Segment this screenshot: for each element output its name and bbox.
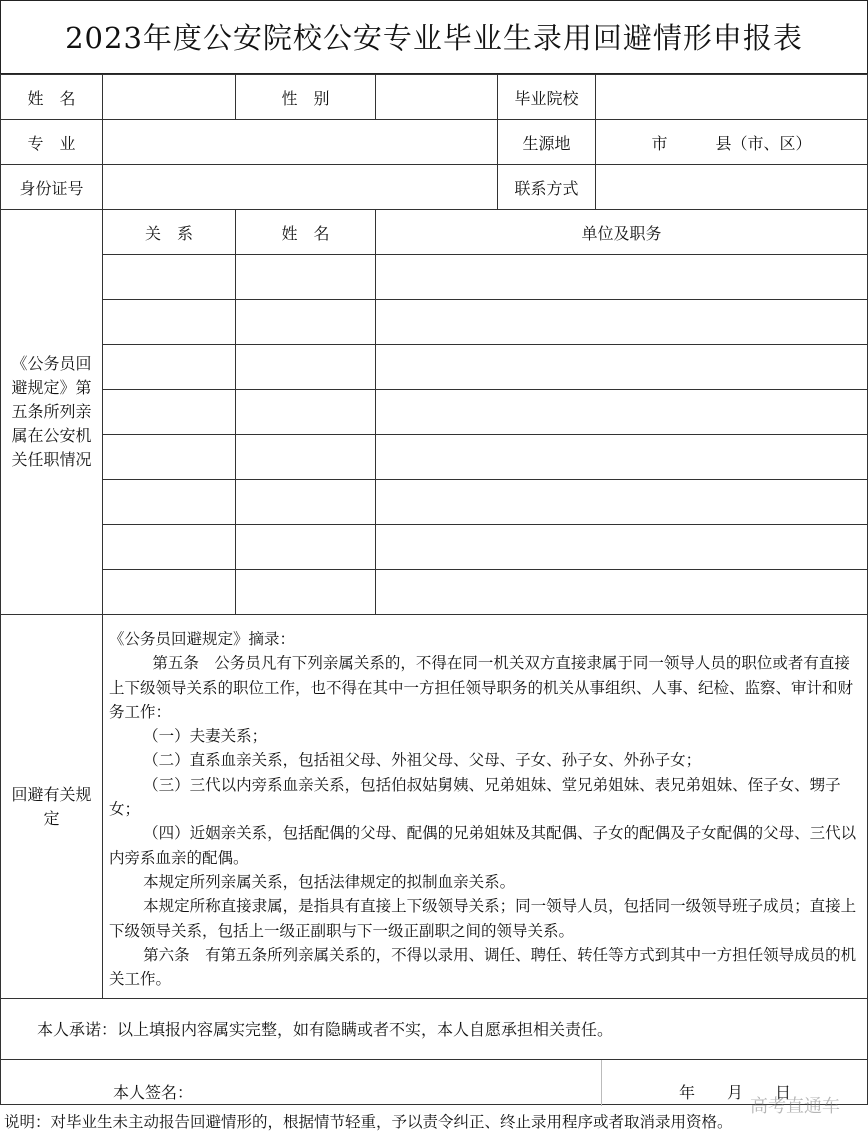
relatives-section-label: 《公务员回避规定》第五条所列亲属在公安机关任职情况: [0, 209, 103, 615]
relative-relation-field[interactable]: [102, 479, 236, 525]
relative-relation-field[interactable]: [102, 344, 236, 390]
rules-paragraph: 《公务员回避规定》摘录：: [109, 630, 296, 648]
watermark: 高考直通车: [750, 1096, 840, 1117]
gender-field[interactable]: [375, 74, 498, 120]
relative-name-field[interactable]: [235, 299, 376, 345]
relative-name-field[interactable]: [235, 254, 376, 300]
school-field[interactable]: [595, 74, 868, 120]
rules-paragraph: 第六条 有第五条所列亲属关系的，不得以录用、调任、聘任、转任等方式到其中一方担任领导成员的机关工作。: [109, 945, 857, 989]
rules-paragraph: 本规定所列亲属关系，包括法律规定的拟制血亲关系。: [143, 872, 516, 891]
relative-unit-field[interactable]: [375, 434, 868, 480]
origin-field[interactable]: [595, 119, 868, 165]
id-label: 身份证号: [0, 164, 103, 210]
relative-unit-field[interactable]: [375, 344, 868, 390]
relative-name-field[interactable]: [235, 569, 376, 615]
relative-name-field[interactable]: [235, 344, 376, 390]
relative-relation-field[interactable]: [102, 434, 236, 480]
relative-relation-field[interactable]: [102, 524, 236, 570]
relative-relation-field[interactable]: [102, 569, 236, 615]
relative-name-field[interactable]: [235, 434, 376, 480]
form-title: 2023年度公安院校公安专业毕业生录用回避情形申报表: [0, 0, 868, 74]
signature-field[interactable]: [135, 1077, 575, 1101]
relative-unit-field[interactable]: [375, 299, 868, 345]
relative-name-field[interactable]: [235, 524, 376, 570]
contact-field[interactable]: [595, 164, 868, 210]
name-label: 姓 名: [0, 74, 103, 120]
school-label: 毕业院校: [497, 74, 596, 120]
relative-unit-field[interactable]: [375, 389, 868, 435]
contact-label: 联系方式: [497, 164, 596, 210]
relative-relation-field[interactable]: [102, 254, 236, 300]
rules-paragraph: （一）夫妻关系；: [143, 727, 268, 746]
rules-paragraph: 本规定所称直接隶属，是指具有直接上下级领导关系；同一领导人员，包括同一级领导班子成员；直接上下级领导关系，包括上一级正副职与下一级正副职之间的领导关系。: [109, 897, 857, 940]
col-name-header: 姓 名: [235, 209, 376, 255]
relative-relation-field[interactable]: [102, 299, 236, 345]
signature-divider: [601, 1060, 602, 1106]
rules-paragraph: （四）近姻亲关系，包括配偶的父母、配偶的兄弟姐妹及其配偶、子女的配偶及子女配偶的父母、三代以内旁系血亲的配偶。: [109, 824, 857, 867]
date-label: 年 月 日: [679, 1083, 792, 1102]
relative-unit-field[interactable]: [375, 524, 868, 570]
relative-relation-field[interactable]: [102, 389, 236, 435]
col-relation-header: 关 系: [102, 209, 236, 255]
relative-unit-field[interactable]: [375, 479, 868, 525]
rules-section-label: 回避有关规定: [0, 614, 103, 999]
signature-label: 本人签名：: [113, 1083, 194, 1102]
relative-name-field[interactable]: [235, 389, 376, 435]
pledge-row: [0, 998, 868, 1060]
rules-paragraph: （三）三代以内旁系血亲关系，包括伯叔姑舅姨、兄弟姐妹、堂兄弟姐妹、表兄弟姐妹、侄子女、甥子女；: [109, 775, 841, 819]
gender-label: 性 别: [235, 74, 376, 120]
relative-name-field[interactable]: [235, 479, 376, 525]
rules-paragraph: 第五条 公务员凡有下列亲属关系的，不得在同一机关双方直接隶属于同一领导人员的职位或者有直接上下级领导关系的职位工作，也不得在其中一方担任领导职务的机关从事组织、人事、纪检、监察、审计和财务工作：: [109, 654, 854, 721]
pledge-text: 本人承诺：以上填报内容属实完整，如有隐瞒或者不实，本人自愿承担相关责任。: [37, 1020, 614, 1039]
major-field[interactable]: [102, 119, 498, 165]
origin-value: 市 县（市、区）: [651, 133, 812, 153]
col-unit-header: 单位及职务: [375, 209, 868, 255]
rules-text: [102, 614, 868, 999]
rules-paragraph: （二）直系血亲关系，包括祖父母、外祖父母、父母、子女、孙子女、外孙子女；: [143, 751, 702, 770]
form-note: 说明：对毕业生未主动报告回避情形的，根据情节轻重，予以责令纠正、终止录用程序或者取消录用资格。: [4, 1113, 733, 1131]
relative-unit-field[interactable]: [375, 569, 868, 615]
relative-unit-field[interactable]: [375, 254, 868, 300]
name-field[interactable]: [102, 74, 236, 120]
origin-label: 生源地: [497, 119, 596, 165]
major-label: 专 业: [0, 119, 103, 165]
id-field[interactable]: [102, 164, 498, 210]
